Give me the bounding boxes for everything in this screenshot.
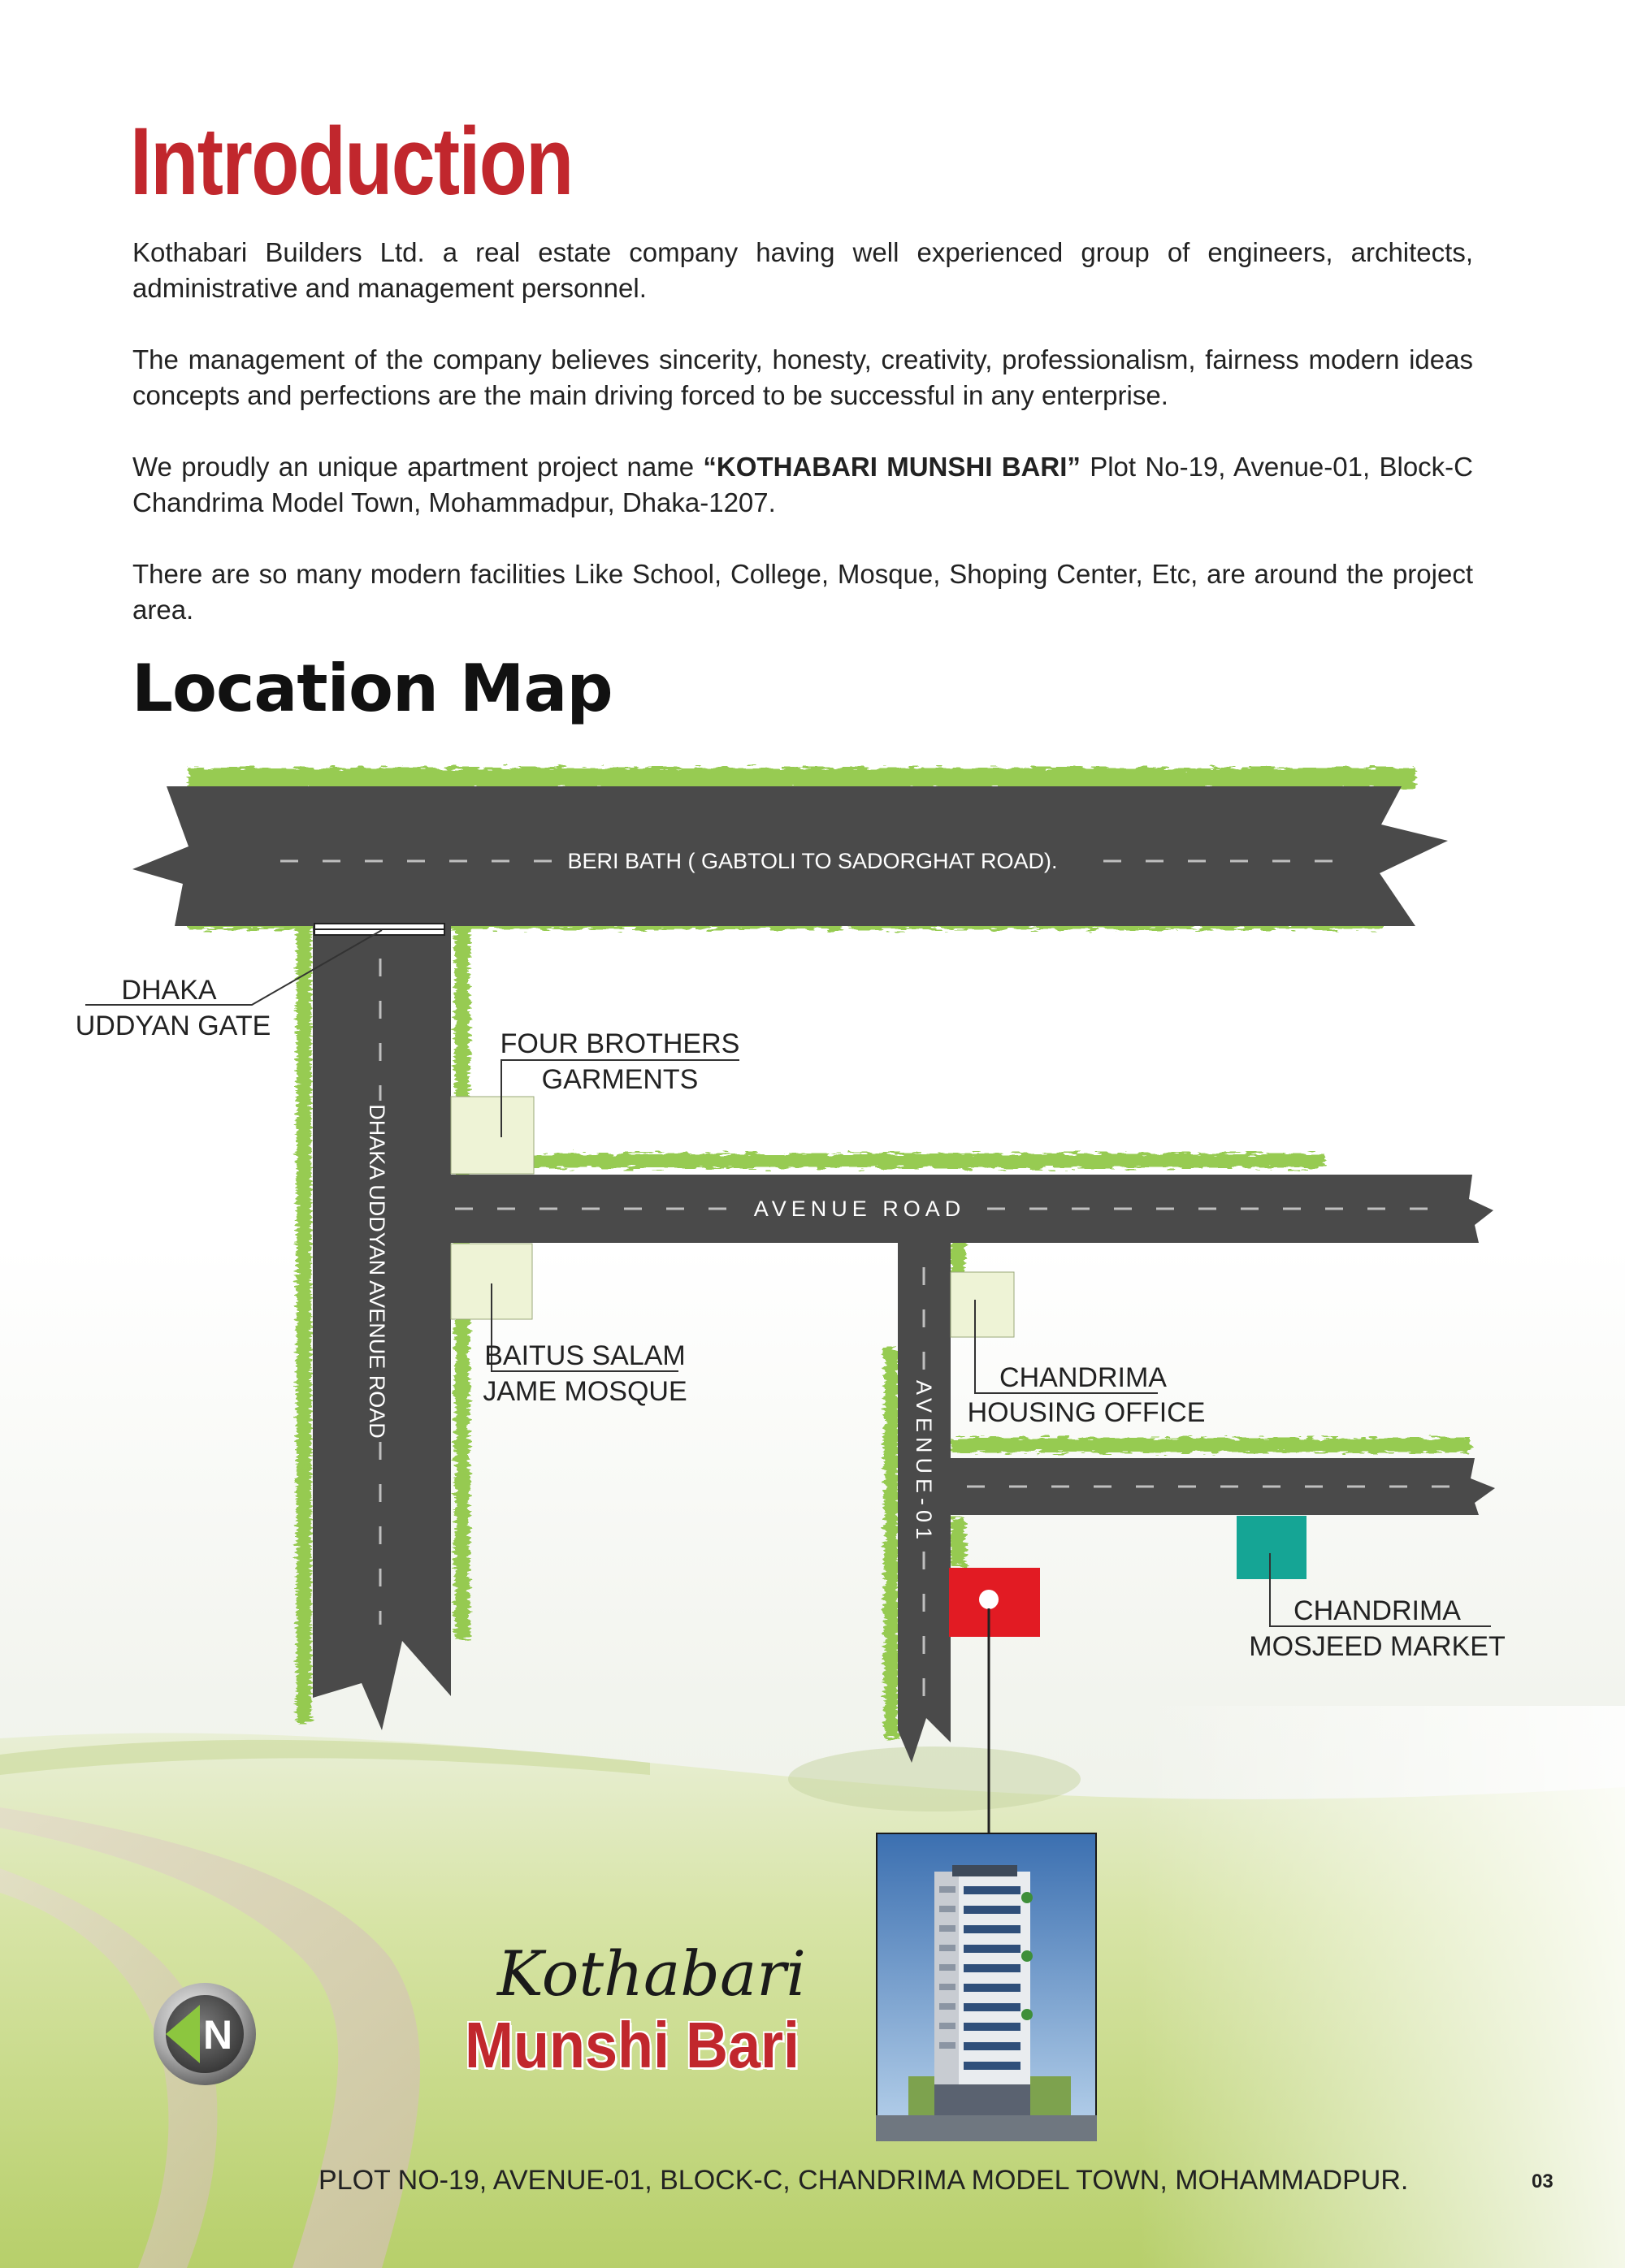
brand-line-1: Kothabari bbox=[497, 1937, 806, 2010]
uddyan-gate-marker bbox=[314, 924, 444, 935]
intro-paragraph-3-end: Plot No-19, Avenue-01, Block-C Chandrima Model Town, Mohammadpur, Dhaka-1207. bbox=[132, 452, 1473, 517]
baitus-salam-label-2: JAME MOSQUE bbox=[483, 1376, 687, 1407]
intro-paragraph-2: The management of the company believes sincerity, honesty, creativity, professionalism, fairness modern ideas concepts and perfections are the main driving forced to be successful in any enterprise. bbox=[132, 344, 1473, 410]
avenue-road-label: AVENUE ROAD bbox=[753, 1197, 966, 1221]
intro-paragraph-3-start: We proudly an unique apartment project name bbox=[132, 452, 704, 482]
avenue-01-label: AVENUE-01 bbox=[912, 1379, 936, 1545]
intro-paragraph-4: There are so many modern facilities Like School, College, Mosque, Shoping Center, Etc, are around the project area. bbox=[132, 559, 1473, 625]
four-brothers-label-2: GARMENTS bbox=[541, 1064, 699, 1095]
page-number: 03 bbox=[1532, 2171, 1554, 2192]
chandrima-market-label-2: MOSJEED MARKET bbox=[1249, 1631, 1506, 1662]
dhaka-uddyan-gate-label-2: UDDYAN GATE bbox=[75, 1011, 271, 1041]
chandrima-market-label-1: CHANDRIMA bbox=[1294, 1595, 1461, 1626]
brand-line-2: Munshi Bari bbox=[465, 2009, 800, 2081]
chandrima-housing-label-2: HOUSING OFFICE bbox=[967, 1397, 1206, 1428]
baitus-salam-label-1: BAITUS SALAM bbox=[484, 1340, 686, 1371]
building-photo bbox=[876, 1833, 1097, 2141]
location-map-title: Location Map bbox=[132, 651, 613, 726]
project-location-pin bbox=[979, 1590, 999, 1609]
intro-paragraph-3 bbox=[132, 449, 1473, 521]
north-compass-icon bbox=[151, 1980, 258, 2088]
compass-letter: N bbox=[202, 2012, 233, 2058]
four-brothers-garments-block bbox=[451, 1097, 534, 1174]
main-road-label: BERI BATH ( GABTOLI TO SADORGHAT ROAD). bbox=[567, 849, 1058, 873]
intro-paragraph-1: Kothabari Builders Ltd. a real estate company having well experienced group of engineers, architects, administrative and management personnel. bbox=[132, 237, 1473, 303]
project-name: “KOTHABARI MUNSHI BARI” bbox=[703, 452, 1081, 482]
intro-title: Introduction bbox=[130, 108, 573, 215]
chandrima-mosjeed-market-block bbox=[1237, 1516, 1306, 1579]
chandrima-housing-office-block bbox=[951, 1272, 1014, 1337]
chandrima-housing-label-1: CHANDRIMA bbox=[999, 1362, 1167, 1393]
four-brothers-label-1: FOUR BROTHERS bbox=[500, 1028, 740, 1059]
dhaka-uddyan-gate-label-1: DHAKA bbox=[121, 975, 217, 1006]
footer-address: PLOT NO-19, AVENUE-01, BLOCK-C, CHANDRIMA MODEL TOWN, MOHAMMADPUR. bbox=[318, 2165, 1409, 2196]
uddyan-avenue-road-label: DHAKA UDDYAN AVENUE ROAD bbox=[365, 1104, 389, 1439]
